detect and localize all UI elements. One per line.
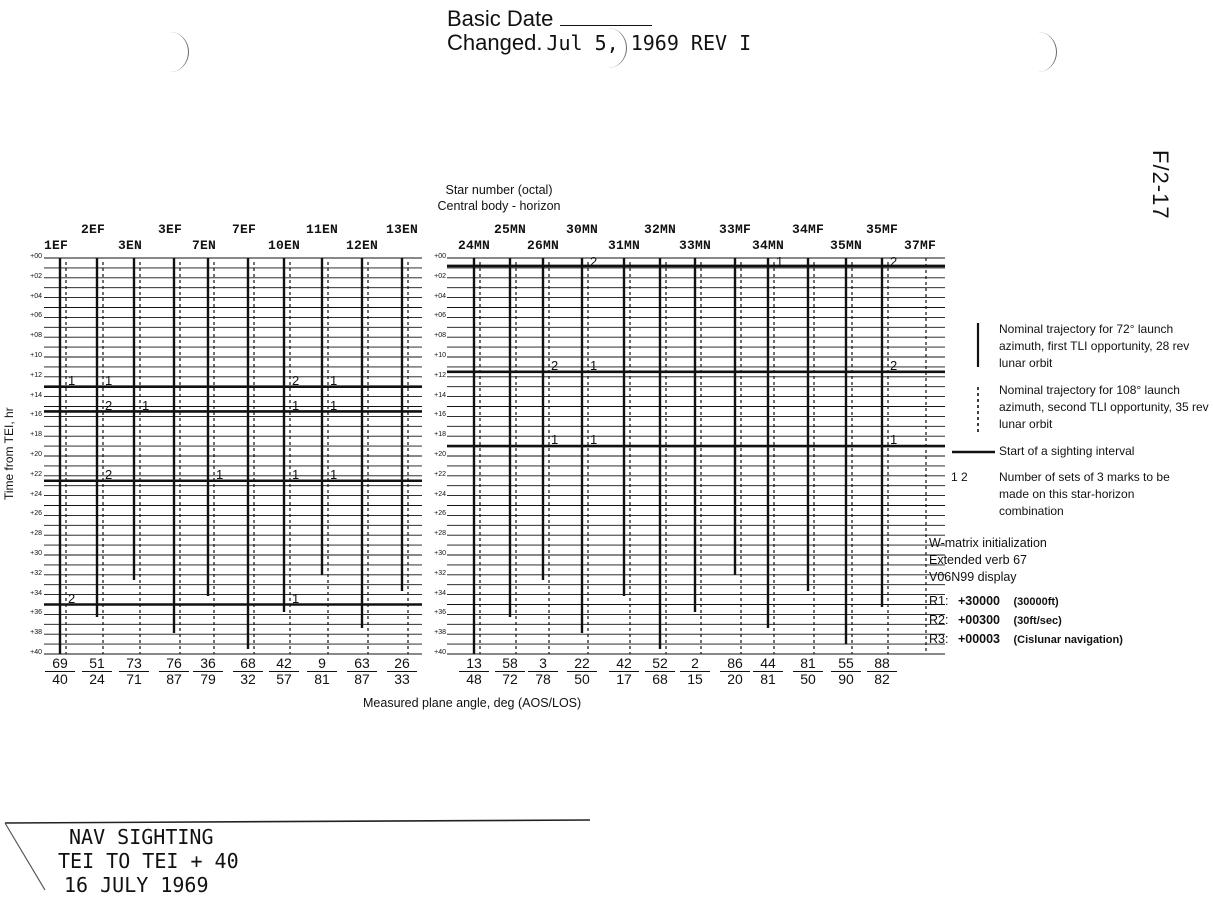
right-mark-count: 1 <box>890 432 898 448</box>
aos-angle: 63 <box>347 656 377 672</box>
left-star-label: 10EN <box>268 238 301 253</box>
left-mark-count: 1 <box>330 397 338 413</box>
left-angle-fraction <box>387 656 417 687</box>
los-angle: 17 <box>616 671 632 687</box>
left-angle-fraction <box>159 656 189 687</box>
left-y-tick-label: +24 <box>30 490 42 498</box>
right-y-tick-label: +06 <box>434 312 446 320</box>
aos-angle: 69 <box>45 656 75 672</box>
right-star-label: 26MN <box>527 238 560 253</box>
left-angle-fraction <box>307 656 337 687</box>
aos-angle: 9 <box>307 656 337 672</box>
right-mark-count: 2 <box>890 254 898 269</box>
right-mark-count: 2 <box>590 254 598 269</box>
left-mark-count: 1 <box>292 466 300 482</box>
r1-label: R1: <box>929 594 949 608</box>
right-y-tick-label: +04 <box>434 292 446 300</box>
los-angle: 33 <box>394 671 410 687</box>
right-angle-fraction <box>753 656 783 687</box>
y-axis-label: Time from TEI, hr <box>2 407 16 500</box>
right-y-tick-label: +30 <box>434 550 446 557</box>
aos-angle: 55 <box>831 656 861 672</box>
los-angle: 48 <box>466 671 482 687</box>
right-mark-count: 1 <box>551 432 559 448</box>
los-angle: 72 <box>502 671 518 687</box>
left-angle-fraction <box>193 656 223 687</box>
left-angle-fraction <box>269 656 299 687</box>
right-y-tick-label: +18 <box>434 431 446 439</box>
right-y-tick-label: +12 <box>434 371 446 379</box>
left-mark-count: 2 <box>292 372 300 388</box>
left-y-tick-label: +04 <box>30 292 42 300</box>
left-star-label: 1EF <box>44 238 69 253</box>
los-angle: 87 <box>166 671 182 687</box>
right-angle-fraction <box>793 656 823 687</box>
right-angle-fraction <box>831 656 861 687</box>
left-mark-count: 2 <box>68 590 76 606</box>
right-angle-fraction <box>609 656 639 687</box>
right-star-label: 35MF <box>866 222 899 237</box>
left-y-tick-label: +40 <box>30 649 42 656</box>
r3-label: R3: <box>929 632 949 646</box>
left-angle-fraction <box>347 656 377 687</box>
aos-angle: 3 <box>528 656 558 672</box>
nav-line3: 16 JULY 1969 <box>64 873 209 897</box>
right-mark-count: 2 <box>890 357 898 373</box>
right-angle-fraction <box>528 656 558 687</box>
left-mark-count: 2 <box>105 397 113 413</box>
right-y-tick-label: +02 <box>434 272 446 280</box>
r3-value: +00003 <box>957 632 1000 646</box>
nav-line2: TEI TO TEI + 40 <box>58 849 239 873</box>
right-y-tick-label: +08 <box>434 332 446 340</box>
r3-note: (Cislunar navigation) <box>1013 634 1123 646</box>
chart-title-line2: Central body - horizon <box>437 199 561 213</box>
right-angle-fraction <box>645 656 675 687</box>
legend-dashed-desc: Nominal trajectory for 108° launch azimuth, second TLI opportunity, 35 rev lunar orbit <box>999 383 1209 431</box>
legend-count-symbols: 1 2 <box>951 470 968 484</box>
nav-line1: NAV SIGHTING <box>69 825 214 849</box>
los-angle: 50 <box>800 671 816 687</box>
right-y-tick-label: +32 <box>434 569 446 577</box>
left-y-tick-label: +20 <box>30 451 42 458</box>
los-angle: 81 <box>314 671 330 687</box>
right-mark-count: 2 <box>551 357 559 373</box>
aos-angle: 36 <box>193 656 223 672</box>
los-angle: 20 <box>727 671 743 687</box>
right-y-tick-label: +10 <box>434 352 446 359</box>
r2-label: R2: <box>929 613 949 627</box>
left-mark-count: 1 <box>330 372 338 388</box>
right-star-label: 34MF <box>792 222 825 237</box>
chart-title-line1: Star number (octal) <box>445 183 553 197</box>
changed-label: Changed <box>447 30 537 55</box>
note-wmatrix: W-matrix initialization <box>929 536 1047 550</box>
aos-angle: 22 <box>567 656 597 672</box>
left-star-label: 12EN <box>346 238 379 253</box>
right-y-tick-label: +22 <box>434 470 446 478</box>
left-mark-count: 1 <box>330 466 338 482</box>
right-angle-fraction <box>720 656 750 687</box>
legend-solid-desc: Nominal trajectory for 72° launch azimuth, first TLI opportunity, 28 rev lunar orbit <box>999 322 1190 370</box>
right-star-label: 33MF <box>719 222 752 237</box>
left-y-tick-label: +12 <box>30 371 42 379</box>
aos-angle: 58 <box>495 656 525 672</box>
aos-angle: 73 <box>119 656 149 672</box>
left-y-tick-label: +38 <box>30 629 42 637</box>
left-y-tick-label: +08 <box>30 332 42 340</box>
los-angle: 15 <box>687 671 703 687</box>
los-angle: 78 <box>535 671 551 687</box>
left-star-label: 2EF <box>81 222 106 237</box>
right-mark-count: 1 <box>590 432 598 448</box>
aos-angle: 68 <box>233 656 263 672</box>
los-angle: 57 <box>276 671 292 687</box>
note-r1 <box>929 594 1059 608</box>
los-angle: 81 <box>760 671 776 687</box>
r1-value: +30000 <box>957 594 1000 608</box>
left-y-tick-label: +34 <box>30 589 42 597</box>
left-y-tick-label: +26 <box>30 510 42 518</box>
right-y-tick-label: +14 <box>434 391 446 399</box>
los-angle: 71 <box>126 671 142 687</box>
right-star-label: 35MN <box>830 238 863 253</box>
right-star-label: 37MF <box>904 238 937 253</box>
right-y-tick-label: +38 <box>434 629 446 637</box>
note-r3 <box>929 632 1123 646</box>
right-angle-fraction <box>867 656 897 687</box>
aos-angle: 81 <box>793 656 823 672</box>
right-star-label: 25MN <box>494 222 527 237</box>
note-r2 <box>929 613 1062 627</box>
left-y-tick-label: +10 <box>30 352 42 359</box>
left-angle-fraction <box>45 656 75 687</box>
aos-angle: 42 <box>269 656 299 672</box>
aos-angle: 88 <box>867 656 897 672</box>
right-y-tick-label: +34 <box>434 589 446 597</box>
changed-line: Changed. Jul 5, 1969 REV I <box>447 30 752 55</box>
left-mark-count: 1 <box>68 372 76 388</box>
aos-angle: 13 <box>459 656 489 672</box>
r2-value: +00300 <box>957 613 1000 627</box>
los-angle: 79 <box>200 671 216 687</box>
right-star-label: 30MN <box>566 222 599 237</box>
left-y-tick-label: +30 <box>30 550 42 557</box>
right-angle-fraction <box>567 656 597 687</box>
basic-date-label: Basic Date <box>447 6 554 31</box>
note-display: V06N99 display <box>929 570 1017 584</box>
left-y-tick-label: +28 <box>30 530 42 538</box>
right-mark-count: 1 <box>590 357 598 373</box>
r1-note: (30000ft) <box>1013 596 1059 608</box>
left-y-tick-label: +14 <box>30 391 42 399</box>
aos-angle: 52 <box>645 656 675 672</box>
changed-date: Jul 5, 1969 REV I <box>546 31 752 55</box>
left-mark-count: 1 <box>105 372 113 388</box>
note-verb: Extended verb 67 <box>929 553 1027 567</box>
page-code: F/2-17 <box>1148 150 1173 220</box>
los-angle: 40 <box>52 671 68 687</box>
right-angle-fraction <box>459 656 489 687</box>
los-angle: 90 <box>838 671 854 687</box>
left-mark-count: 1 <box>292 397 300 413</box>
right-star-label: 33MN <box>679 238 712 253</box>
left-mark-count: 1 <box>216 466 224 482</box>
right-y-tick-label: +36 <box>434 609 446 617</box>
right-star-label: 24MN <box>458 238 491 253</box>
left-y-tick-label: +00 <box>30 253 42 260</box>
right-y-tick-label: +40 <box>434 649 446 656</box>
los-angle: 87 <box>354 671 370 687</box>
right-y-tick-label: +24 <box>434 490 446 498</box>
right-y-tick-label: +20 <box>434 451 446 458</box>
los-angle: 82 <box>874 671 890 687</box>
left-star-label: 3EF <box>158 222 183 237</box>
los-angle: 50 <box>574 671 590 687</box>
legend-interval-desc: Start of a sighting interval <box>999 444 1135 458</box>
left-y-tick-label: +16 <box>30 411 42 419</box>
x-axis-label: Measured plane angle, deg (AOS/LOS) <box>363 696 582 710</box>
left-mark-count: 1 <box>292 590 300 606</box>
right-y-tick-label: +16 <box>434 411 446 419</box>
right-angle-fraction <box>495 656 525 687</box>
left-star-label: 3EN <box>118 238 143 253</box>
left-y-tick-label: +36 <box>30 609 42 617</box>
left-star-label: 7EN <box>192 238 217 253</box>
aos-angle: 2 <box>680 656 710 672</box>
right-star-label: 32MN <box>644 222 677 237</box>
left-angle-fraction <box>233 656 263 687</box>
right-mark-count: 1 <box>776 254 784 269</box>
aos-angle: 86 <box>720 656 750 672</box>
right-angle-fraction <box>680 656 710 687</box>
aos-angle: 42 <box>609 656 639 672</box>
left-star-label: 11EN <box>306 222 339 237</box>
los-angle: 32 <box>240 671 256 687</box>
left-star-label: 7EF <box>232 222 257 237</box>
legend-count-desc: Number of sets of 3 marks to be made on this star-horizon combination <box>999 470 1170 518</box>
left-angle-fraction <box>82 656 112 687</box>
right-y-tick-label: +28 <box>434 530 446 538</box>
r2-note: (30ft/sec) <box>1013 615 1062 627</box>
right-y-tick-label: +00 <box>434 253 446 260</box>
left-y-tick-label: +22 <box>30 470 42 478</box>
right-star-label: 31MN <box>608 238 641 253</box>
left-y-tick-label: +32 <box>30 569 42 577</box>
left-y-tick-label: +18 <box>30 431 42 439</box>
left-star-label: 13EN <box>386 222 419 237</box>
aos-angle: 26 <box>387 656 417 672</box>
left-mark-count: 1 <box>142 397 150 413</box>
los-angle: 68 <box>652 671 668 687</box>
right-star-label: 34MN <box>752 238 785 253</box>
los-angle: 24 <box>89 671 105 687</box>
right-y-tick-label: +26 <box>434 510 446 518</box>
aos-angle: 44 <box>753 656 783 672</box>
aos-angle: 51 <box>82 656 112 672</box>
aos-angle: 76 <box>159 656 189 672</box>
left-y-tick-label: +06 <box>30 312 42 320</box>
left-y-tick-label: +02 <box>30 272 42 280</box>
left-angle-fraction <box>119 656 149 687</box>
left-mark-count: 2 <box>105 466 113 482</box>
